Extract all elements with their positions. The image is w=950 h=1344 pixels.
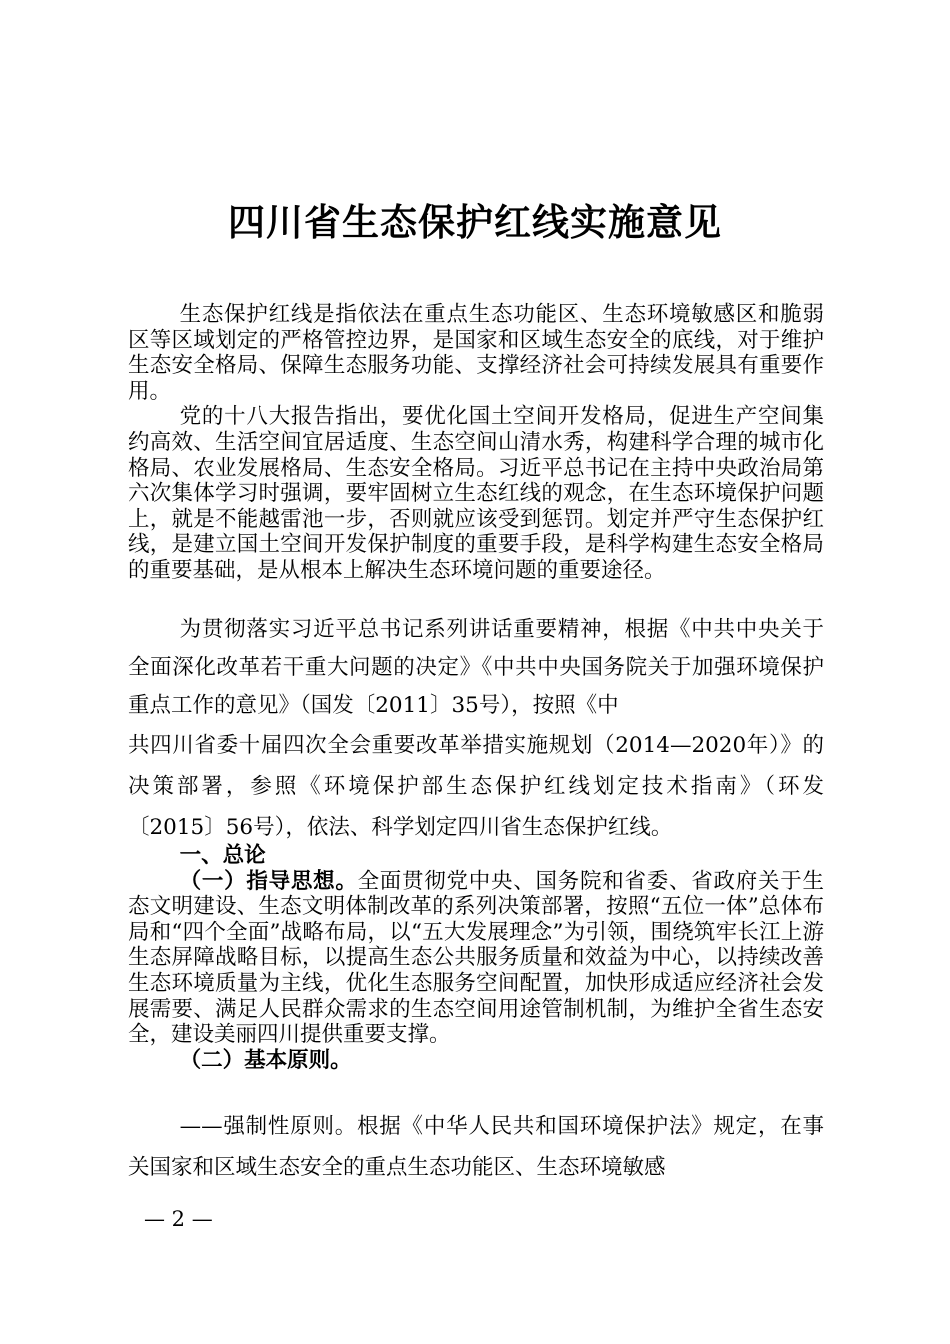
document-title: 四川省生态保护红线实施意见 [228, 200, 722, 244]
paragraph-guiding-thought [128, 869, 824, 1048]
section-heading-general: 一、总论 [179, 843, 266, 868]
paragraph-basis-part1: 为贯彻落实习近平总书记系列讲话重要精神，根据《中共中央关于全面深化改革若干重大问题的决定》《中共中央国务院关于加强环境保护重点工作的意见》（国发〔2011〕35号），按照《中 [128, 617, 824, 718]
paragraph-definition: 生态保护红线是指依法在重点生态功能区、生态环境敏感区和脆弱区等区域划定的严格管控边界，是国家和区域生态安全的底线，对于维护生态安全格局、保障生态服务功能、支撑经济社会可持续发展具有重要作用。 [128, 302, 824, 404]
principles-block [128, 1106, 824, 1188]
basis-block-2 [128, 725, 824, 848]
page-number: — 2 — [144, 1207, 213, 1231]
subheading-guiding-thought: （一）指导思想。 [179, 868, 358, 894]
general-section [128, 843, 824, 1073]
subheading-basic-principles: （二）基本原则。 [179, 1047, 352, 1073]
paragraph-basis-part2: 共四川省委十届四次全会重要改革举措实施规划（2014—2020年）》的决策部署，参照《环境保护部生态保护红线划定技术指南》（环发〔2015〕56号），依法、科学划定四川省生态保护红线。 [128, 733, 824, 840]
paragraph-background: 党的十八大报告指出，要优化国土空间开发格局，促进生产空间集约高效、生活空间宜居适度、生态空间山清水秀，构建科学合理的城市化格局、农业发展格局、生态安全格局。习近平总书记在主持中央政治局第六次集体学习时强调，要牢固树立生态红线的观念，在生态环境保护问题上，就是不能越雷池一步，否则就应该受到惩罚。划定并严守生态保护红线，是建立国土空间开发保护制度的重要手段，是科学构建生态安全格局的重要基础，是从根本上解决生态环境问题的重要途径。 [128, 404, 824, 583]
guiding-thought-text: 全面贯彻党中央、国务院和省委、省政府关于生态文明建设、生态文明体制改革的系列决策部署，按照“五位一体”总体布局和“四个全面”战略布局，以“五大发展理念”为引领，围绕筑牢长江上游生态屏障战略目标，以提高生态公共服务质量和效益为中心，以持续改善生态环境质量为主线，优化生态服务空间配置，加快形成适应经济社会发展需要、满足人民群众需求的生态空间用途管制机制，为维护全省生态安全，建设美丽四川提供重要支撑。 [128, 868, 824, 1048]
basis-block-1 [128, 611, 824, 725]
intro-block [128, 302, 824, 584]
paragraph-mandatory-principle: ——强制性原则。根据《中华人民共和国环境保护法》规定，在事关国家和区域生态安全的重点生态功能区、生态环境敏感 [128, 1114, 824, 1180]
